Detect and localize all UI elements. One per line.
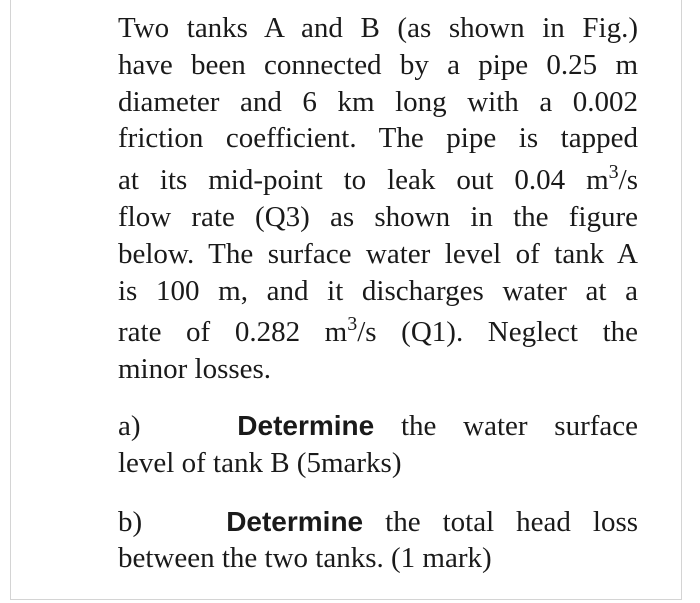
- question-a: [118, 408, 638, 482]
- question-b-line2: between the two tanks. (1 mark): [118, 542, 492, 575]
- superscript: 3: [347, 313, 358, 336]
- text-line: below. The surface water level of tank A: [118, 237, 638, 270]
- text-segment: at its mid-point to leak out 0.04 m: [118, 164, 609, 197]
- text-segment: /s (Q1). Neglect the: [357, 316, 638, 349]
- text-segment: rate of 0.282 m: [118, 316, 348, 349]
- text-line: [118, 314, 638, 351]
- text-line: friction coefficient. The pipe is tapped: [118, 122, 638, 155]
- text-segment: /s: [618, 164, 638, 197]
- text-line: [118, 162, 638, 199]
- text-line: is 100 m, and it discharges water at a: [118, 274, 638, 307]
- text-line: minor losses.: [118, 353, 272, 386]
- problem-text: [118, 10, 638, 577]
- text-line: diameter and 6 km long with a 0.002: [118, 85, 638, 118]
- question-a-line1: [118, 408, 638, 445]
- question-a-verb: Determine: [237, 409, 375, 441]
- question-b-line1: [118, 504, 638, 541]
- question-b-verb: Determine: [226, 505, 364, 537]
- text-line: have been connected by a pipe 0.25 m: [118, 48, 638, 81]
- question-b-label: b): [118, 505, 143, 538]
- text-line: flow rate (Q3) as shown in the figure: [118, 200, 638, 233]
- question-b-text: the total head loss: [385, 505, 639, 538]
- question-b: [118, 504, 638, 578]
- question-a-text: the water surface: [400, 409, 639, 442]
- question-a-line2: level of tank B (5marks): [118, 446, 402, 479]
- text-line: Two tanks A and B (as shown in Fig.): [118, 12, 638, 44]
- superscript: 3: [608, 161, 619, 184]
- problem-paragraph: [118, 10, 638, 388]
- question-a-label: a): [118, 409, 141, 442]
